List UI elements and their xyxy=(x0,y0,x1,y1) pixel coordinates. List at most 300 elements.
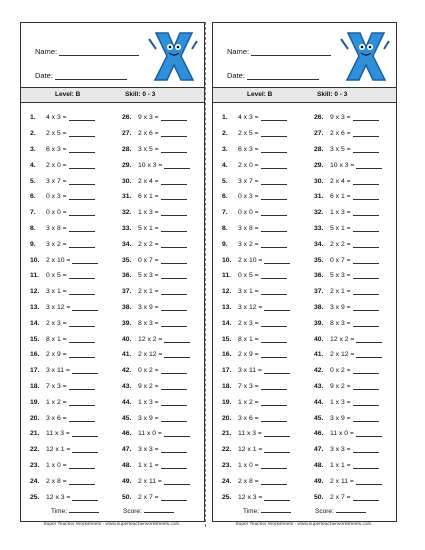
time-label: Time: xyxy=(51,508,68,515)
problem-row xyxy=(122,442,190,458)
answer-blank[interactable] xyxy=(261,478,287,485)
answer-blank[interactable] xyxy=(353,178,379,185)
problem-number: 14. xyxy=(222,319,232,327)
problem-equation: 2 x 5 = xyxy=(238,130,259,138)
problem-row xyxy=(122,379,190,395)
problem-number: 12. xyxy=(222,288,232,296)
problem-row xyxy=(314,379,382,395)
problem-number: 34. xyxy=(122,240,132,248)
problem-equation: 3 x 12 = xyxy=(238,303,263,311)
problem-equation: 1 x 3 = xyxy=(330,209,351,217)
problem-row xyxy=(314,331,382,347)
answer-blank[interactable] xyxy=(261,162,287,169)
answer-blank[interactable] xyxy=(353,225,379,232)
problem-equation: 9 x 2 = xyxy=(330,382,351,390)
problem-equation: 5 x 3 = xyxy=(330,272,351,280)
problem-number: 26. xyxy=(122,114,132,122)
answer-blank[interactable] xyxy=(161,178,187,185)
time-line[interactable] xyxy=(261,506,291,513)
answer-blank[interactable] xyxy=(261,114,287,121)
answer-blank[interactable] xyxy=(69,462,95,469)
answer-blank[interactable] xyxy=(356,478,382,485)
problem-row xyxy=(122,394,190,410)
answer-blank[interactable] xyxy=(353,146,379,153)
problem-number: 38. xyxy=(314,303,324,311)
answer-blank[interactable] xyxy=(161,304,187,311)
answer-blank[interactable] xyxy=(161,114,187,121)
answer-blank[interactable] xyxy=(69,209,95,216)
problem-equation: 12 x 3 = xyxy=(238,493,263,501)
problem-number: 41. xyxy=(314,351,324,359)
answer-blank[interactable] xyxy=(261,209,287,216)
problem-equation: 1 x 3 = xyxy=(330,398,351,406)
problem-row xyxy=(30,300,98,316)
problem-equation: 11 x 3 = xyxy=(238,430,262,438)
problem-row xyxy=(314,110,382,126)
answer-blank[interactable] xyxy=(261,415,287,422)
problem-row xyxy=(314,205,382,221)
problem-number: 18. xyxy=(30,382,40,390)
date-label: Date: xyxy=(227,71,245,80)
problem-number: 1. xyxy=(30,114,36,122)
problem-equation: 1 x 1 = xyxy=(330,461,351,469)
answer-blank[interactable] xyxy=(69,178,95,185)
problem-row xyxy=(314,394,382,410)
problem-number: 47. xyxy=(122,446,132,454)
problem-number: 16. xyxy=(30,351,40,359)
problem-equation: 3 x 2 = xyxy=(238,240,259,248)
problem-row xyxy=(30,189,98,205)
problem-row xyxy=(30,110,98,126)
problem-number: 48. xyxy=(122,461,132,469)
name-line[interactable] xyxy=(251,47,331,56)
problem-equation: 0 x 7 = xyxy=(138,256,159,264)
problem-equation: 2 x 8 = xyxy=(238,477,259,485)
answer-blank[interactable] xyxy=(161,130,187,137)
problem-row xyxy=(122,205,190,221)
problem-row xyxy=(122,410,190,426)
answer-blank[interactable] xyxy=(356,162,382,169)
problem-number: 36. xyxy=(122,272,132,280)
answer-blank[interactable] xyxy=(69,272,95,279)
answer-blank[interactable] xyxy=(72,494,98,501)
problem-equation: 2 x 5 = xyxy=(46,130,67,138)
problem-equation: 3 x 3 = xyxy=(138,446,159,454)
answer-blank[interactable] xyxy=(161,225,187,232)
problem-equation: 11 x 0 = xyxy=(330,430,354,438)
problem-equation: 2 x 1 = xyxy=(138,288,159,296)
answer-blank[interactable] xyxy=(161,494,187,501)
problem-equation: 2 x 7 = xyxy=(138,493,159,501)
problem-number: 11. xyxy=(30,272,40,280)
problem-row xyxy=(30,489,98,505)
problem-row xyxy=(30,236,98,252)
answer-blank[interactable] xyxy=(164,351,190,358)
problem-number: 32. xyxy=(122,209,132,217)
problem-equation: 12 x 1 = xyxy=(46,446,71,454)
answer-blank[interactable] xyxy=(164,478,190,485)
problem-number: 39. xyxy=(314,319,324,327)
answer-blank[interactable] xyxy=(161,257,187,264)
answer-blank[interactable] xyxy=(69,351,95,358)
answer-blank[interactable] xyxy=(353,320,379,327)
problem-number: 15. xyxy=(30,335,40,343)
problem-number: 13. xyxy=(222,303,232,311)
problem-equation: 3 x 6 = xyxy=(46,414,67,422)
problem-equation: 3 x 12 = xyxy=(46,303,71,311)
date-line[interactable] xyxy=(247,71,319,80)
problem-row xyxy=(314,489,382,505)
problem-number: 8. xyxy=(30,224,36,232)
answer-blank[interactable] xyxy=(69,288,95,295)
problem-row xyxy=(314,284,382,300)
answer-blank[interactable] xyxy=(264,446,290,453)
problem-equation: 11 x 3 = xyxy=(46,430,70,438)
problem-equation: 2 x 0 = xyxy=(238,161,259,169)
problem-row xyxy=(30,284,98,300)
problem-number: 9. xyxy=(222,240,228,248)
problem-row xyxy=(30,221,98,237)
answer-blank[interactable] xyxy=(264,304,290,311)
answer-blank[interactable] xyxy=(161,209,187,216)
problem-number: 28. xyxy=(122,145,132,153)
problem-row xyxy=(122,363,190,379)
problem-number: 9. xyxy=(30,240,36,248)
skill-label: Skill: 0 - 3 xyxy=(317,91,348,98)
answer-blank[interactable] xyxy=(69,162,95,169)
problem-equation: 8 x 1 = xyxy=(238,335,259,343)
problem-row xyxy=(222,236,290,252)
answer-blank[interactable] xyxy=(353,288,379,295)
problem-number: 42. xyxy=(122,367,132,375)
problem-number: 27. xyxy=(314,130,324,138)
score-line[interactable] xyxy=(144,506,174,513)
problem-number: 50. xyxy=(122,493,132,501)
problem-row xyxy=(122,142,190,158)
problem-number: 24. xyxy=(30,477,40,485)
answer-blank[interactable] xyxy=(264,494,290,501)
answer-blank[interactable] xyxy=(69,225,95,232)
problem-row xyxy=(314,173,382,189)
problem-number: 34. xyxy=(314,240,324,248)
answer-blank[interactable] xyxy=(264,367,290,374)
problem-row xyxy=(122,189,190,205)
problem-number: 45. xyxy=(314,414,324,422)
credit-left: Super Teacher Worksheets - www.superteacherworksheets.com xyxy=(43,522,180,527)
problem-row xyxy=(314,458,382,474)
date-line[interactable] xyxy=(55,71,127,80)
answer-blank[interactable] xyxy=(261,351,287,358)
answer-blank[interactable] xyxy=(69,478,95,485)
answer-blank[interactable] xyxy=(261,288,287,295)
answer-blank[interactable] xyxy=(261,399,287,406)
problem-equation: 2 x 4 = xyxy=(330,177,351,185)
problem-number: 30. xyxy=(122,177,132,185)
problem-row xyxy=(222,173,290,189)
name-line[interactable] xyxy=(59,47,139,56)
problem-number: 20. xyxy=(222,414,232,422)
problem-number: 33. xyxy=(122,224,132,232)
problem-equation: 5 x 3 = xyxy=(138,272,159,280)
answer-blank[interactable] xyxy=(161,288,187,295)
problem-number: 39. xyxy=(122,319,132,327)
problem-equation: 2 x 7 = xyxy=(330,493,351,501)
answer-blank[interactable] xyxy=(69,336,95,343)
problem-equation: 1 x 2 = xyxy=(46,398,67,406)
problem-row xyxy=(314,442,382,458)
problem-number: 2. xyxy=(30,130,36,138)
problem-equation: 8 x 3 = xyxy=(330,319,351,327)
problem-row xyxy=(222,189,290,205)
problem-row xyxy=(30,315,98,331)
answer-blank[interactable] xyxy=(161,367,187,374)
answer-blank[interactable] xyxy=(164,430,190,437)
problem-number: 37. xyxy=(314,288,324,296)
problem-row xyxy=(30,410,98,426)
problem-equation: 3 x 5 = xyxy=(330,145,351,153)
problem-equation: 3 x 3 = xyxy=(330,446,351,454)
answer-blank[interactable] xyxy=(353,399,379,406)
answer-blank[interactable] xyxy=(69,146,95,153)
problem-number: 41. xyxy=(122,351,132,359)
answer-blank[interactable] xyxy=(69,399,95,406)
problem-row xyxy=(30,363,98,379)
problem-row xyxy=(314,473,382,489)
answer-blank[interactable] xyxy=(261,225,287,232)
problem-equation: 3 x 2 = xyxy=(46,240,67,248)
problem-number: 21. xyxy=(30,430,40,438)
problem-row xyxy=(122,426,190,442)
problem-row xyxy=(314,268,382,284)
answer-blank[interactable] xyxy=(353,494,379,501)
name-label: Name: xyxy=(35,47,58,56)
problem-equation: 3 x 9 = xyxy=(138,303,159,311)
problem-row xyxy=(222,126,290,142)
answer-blank[interactable] xyxy=(353,446,379,453)
problem-equation: 5 x 1 = xyxy=(330,224,351,232)
answer-blank[interactable] xyxy=(261,272,287,279)
problem-equation: 3 x 1 = xyxy=(46,288,67,296)
answer-blank[interactable] xyxy=(161,462,187,469)
score-field xyxy=(315,506,366,515)
problem-number: 15. xyxy=(222,335,232,343)
answer-blank[interactable] xyxy=(261,178,287,185)
problem-equation: 4 x 3 = xyxy=(238,114,259,122)
problem-equation: 3 x 9 = xyxy=(330,303,351,311)
problem-equation: 3 x 7 = xyxy=(46,177,67,185)
problem-row xyxy=(222,252,290,268)
name-field xyxy=(35,47,139,56)
answer-blank[interactable] xyxy=(353,130,379,137)
date-label: Date: xyxy=(35,71,53,80)
problem-row xyxy=(122,489,190,505)
answer-blank[interactable] xyxy=(72,446,98,453)
problem-number: 31. xyxy=(122,193,132,201)
problem-number: 14. xyxy=(30,319,40,327)
answer-blank[interactable] xyxy=(161,146,187,153)
problem-row xyxy=(314,315,382,331)
problem-equation: 0 x 0 = xyxy=(46,209,67,217)
problem-row xyxy=(314,157,382,173)
answer-blank[interactable] xyxy=(69,320,95,327)
answer-blank[interactable] xyxy=(353,304,379,311)
answer-blank[interactable] xyxy=(353,367,379,374)
answer-blank[interactable] xyxy=(69,383,95,390)
problem-row xyxy=(222,157,290,173)
problem-equation: 11 x 0 = xyxy=(138,430,162,438)
multiplication-x-mascot-icon xyxy=(148,27,198,85)
time-field xyxy=(243,506,291,515)
answer-blank[interactable] xyxy=(161,193,187,200)
problem-number: 17. xyxy=(222,367,232,375)
problem-equation: 0 x 5 = xyxy=(238,272,259,280)
problem-row xyxy=(222,489,290,505)
score-field xyxy=(123,506,174,515)
answer-blank[interactable] xyxy=(72,304,98,311)
problem-equation: 2 x 0 = xyxy=(46,161,67,169)
problem-row xyxy=(122,126,190,142)
problem-number: 35. xyxy=(314,256,324,264)
answer-blank[interactable] xyxy=(164,162,190,169)
answer-blank[interactable] xyxy=(261,320,287,327)
answer-blank[interactable] xyxy=(161,399,187,406)
problem-equation: 0 x 5 = xyxy=(46,272,67,280)
problem-number: 23. xyxy=(222,461,232,469)
problem-number: 43. xyxy=(314,382,324,390)
answer-blank[interactable] xyxy=(353,383,379,390)
answer-blank[interactable] xyxy=(356,430,382,437)
answer-blank[interactable] xyxy=(353,462,379,469)
problem-number: 20. xyxy=(30,414,40,422)
answer-blank[interactable] xyxy=(72,367,98,374)
problem-equation: 8 x 3 = xyxy=(138,319,159,327)
problem-row xyxy=(30,347,98,363)
level-label: Level: B xyxy=(55,91,81,98)
skill-label: Skill: 0 - 3 xyxy=(125,91,156,98)
answer-blank[interactable] xyxy=(69,241,95,248)
answer-blank[interactable] xyxy=(261,146,287,153)
problem-number: 17. xyxy=(30,367,40,375)
answer-blank[interactable] xyxy=(72,257,98,264)
problem-number: 4. xyxy=(30,161,36,169)
answer-blank[interactable] xyxy=(261,462,287,469)
answer-blank[interactable] xyxy=(69,130,95,137)
problem-row xyxy=(222,300,290,316)
name-label: Name: xyxy=(227,47,250,56)
answer-blank[interactable] xyxy=(72,430,98,437)
answer-blank[interactable] xyxy=(356,336,382,343)
problem-row xyxy=(122,300,190,316)
problem-equation: 2 x 12 = xyxy=(138,351,163,359)
problem-number: 18. xyxy=(222,382,232,390)
answer-blank[interactable] xyxy=(69,415,95,422)
score-label: Score: xyxy=(123,508,142,515)
answer-blank[interactable] xyxy=(69,114,95,121)
problem-number: 22. xyxy=(222,446,232,454)
problem-equation: 2 x 2 = xyxy=(138,240,159,248)
name-field xyxy=(227,47,331,56)
answer-blank[interactable] xyxy=(353,209,379,216)
problem-equation: 0 x 3 = xyxy=(46,193,67,201)
answer-blank[interactable] xyxy=(264,430,290,437)
answer-blank[interactable] xyxy=(353,272,379,279)
problem-number: 33. xyxy=(314,224,324,232)
answer-blank[interactable] xyxy=(264,257,290,264)
problem-number: 50. xyxy=(314,493,324,501)
problem-number: 13. xyxy=(30,303,40,311)
answer-blank[interactable] xyxy=(69,193,95,200)
problem-row xyxy=(30,442,98,458)
problem-number: 24. xyxy=(222,477,232,485)
problem-row xyxy=(122,110,190,126)
problem-equation: 3 x 9 = xyxy=(138,414,159,422)
answer-blank[interactable] xyxy=(161,320,187,327)
problem-number: 27. xyxy=(122,130,132,138)
score-line[interactable] xyxy=(336,506,366,513)
problem-row xyxy=(222,347,290,363)
problem-equation: 3 x 5 = xyxy=(138,145,159,153)
problem-row xyxy=(122,458,190,474)
problem-equation: 1 x 3 = xyxy=(138,398,159,406)
time-line[interactable] xyxy=(69,506,99,513)
problem-equation: 4 x 3 = xyxy=(46,114,67,122)
problem-number: 26. xyxy=(314,114,324,122)
answer-blank[interactable] xyxy=(161,383,187,390)
answer-blank[interactable] xyxy=(161,241,187,248)
problem-row xyxy=(314,426,382,442)
answer-blank[interactable] xyxy=(261,130,287,137)
answer-blank[interactable] xyxy=(261,383,287,390)
problem-row xyxy=(122,284,190,300)
problem-equation: 9 x 2 = xyxy=(138,382,159,390)
problem-equation: 10 x 3 = xyxy=(330,161,355,169)
answer-blank[interactable] xyxy=(353,114,379,121)
answer-blank[interactable] xyxy=(261,241,287,248)
problem-equation: 3 x 11 = xyxy=(238,367,262,375)
problem-equation: 2 x 10 = xyxy=(238,256,263,264)
problem-equation: 1 x 3 = xyxy=(138,209,159,217)
problem-column-2 xyxy=(122,110,190,505)
answer-blank[interactable] xyxy=(261,193,287,200)
problem-row xyxy=(314,300,382,316)
answer-blank[interactable] xyxy=(161,446,187,453)
problem-equation: 3 x 7 = xyxy=(238,177,259,185)
worksheet-right xyxy=(212,22,397,522)
problem-row xyxy=(222,110,290,126)
problem-row xyxy=(122,347,190,363)
problem-number: 25. xyxy=(222,493,232,501)
problem-row xyxy=(222,205,290,221)
answer-blank[interactable] xyxy=(261,336,287,343)
problem-number: 2. xyxy=(222,130,228,138)
answer-blank[interactable] xyxy=(161,272,187,279)
problem-row xyxy=(122,221,190,237)
answer-blank[interactable] xyxy=(353,193,379,200)
answer-blank[interactable] xyxy=(161,415,187,422)
answer-blank[interactable] xyxy=(356,351,382,358)
problem-equation: 1 x 2 = xyxy=(238,398,259,406)
problem-equation: 7 x 3 = xyxy=(46,382,67,390)
problem-row xyxy=(30,331,98,347)
problem-equation: 3 x 1 = xyxy=(238,288,259,296)
answer-blank[interactable] xyxy=(353,241,379,248)
answer-blank[interactable] xyxy=(164,336,190,343)
problem-row xyxy=(30,473,98,489)
answer-blank[interactable] xyxy=(353,415,379,422)
problem-row xyxy=(30,426,98,442)
problem-row xyxy=(314,347,382,363)
answer-blank[interactable] xyxy=(353,257,379,264)
